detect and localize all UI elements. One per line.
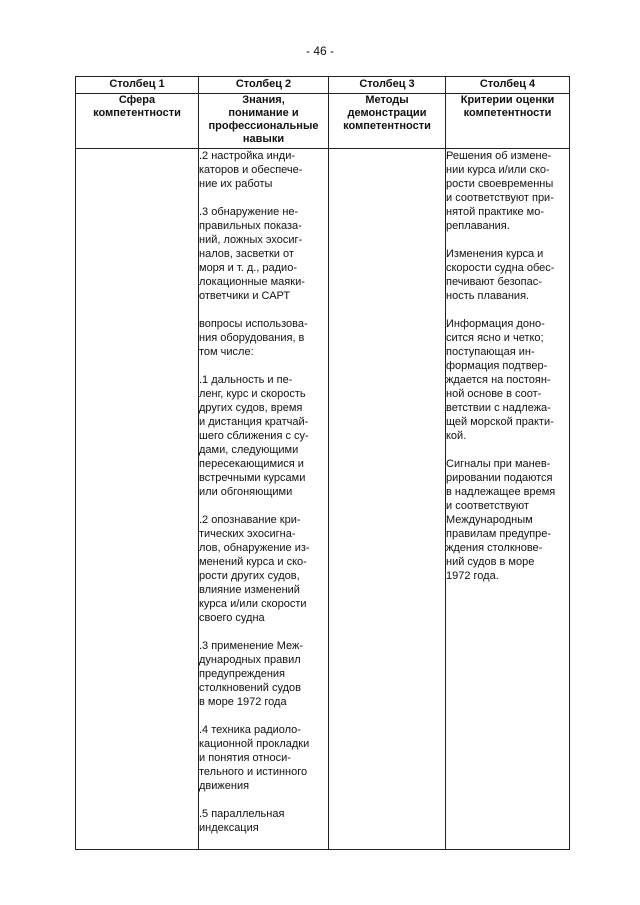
text-line: пересекающимися и: [199, 458, 304, 470]
text-line: реплавания.: [446, 220, 510, 232]
table-body-row: [76, 149, 570, 850]
text-line: ветствии с надлежа-: [446, 402, 551, 414]
column-header-1: [76, 94, 199, 149]
text-line: ния оборудования, в: [199, 332, 305, 344]
header-line: понимание и: [228, 107, 299, 119]
column-header-2: [199, 94, 329, 149]
text-line: предупреждения: [199, 668, 286, 680]
text-line: тических эхосигна-: [199, 528, 296, 540]
text-line: рости других судов,: [199, 570, 300, 582]
text-line: ной основе в соот-: [446, 388, 542, 400]
text-line: каторов и обеспече-: [199, 164, 303, 176]
paragraph: [446, 457, 569, 583]
text-line: .2 настройка инди-: [199, 150, 296, 162]
text-line: индексация: [199, 822, 259, 834]
header-line: компетентности: [93, 107, 181, 119]
header-line: демонстрации: [347, 107, 427, 119]
text-line: формация подтвер-: [446, 360, 548, 372]
text-line: других судов, время: [199, 402, 303, 414]
paragraph: [199, 149, 328, 191]
text-line: или обгоняющими: [199, 486, 293, 498]
text-line: и дистанция кратчай-: [199, 416, 309, 428]
text-line: поступающая ин-: [446, 346, 535, 358]
text-line: .3 обнаружение не-: [199, 206, 299, 218]
text-line: вопросы использова-: [199, 318, 308, 330]
text-line: столкновений судов: [199, 682, 301, 694]
text-line: дународных правил: [199, 654, 301, 666]
paragraph: [199, 639, 328, 709]
paragraph: [199, 807, 328, 835]
header-line: Знания,: [242, 94, 285, 106]
column-number-2: Столбец 2: [199, 77, 329, 94]
text-line: и понятия относи-: [199, 752, 291, 764]
paragraph: [446, 317, 569, 443]
page-number: - 46 -: [305, 44, 334, 58]
text-line: ние их работы: [199, 178, 273, 190]
text-line: Изменения курса и: [446, 248, 544, 260]
text-line: правильных показа-: [199, 220, 302, 232]
evaluation-criteria-cell: [446, 149, 570, 850]
text-line: Информация доно-: [446, 318, 545, 330]
text-line: движения: [199, 780, 250, 792]
text-line: тельного и истинного: [199, 766, 308, 778]
text-line: лов, обнаружение из-: [199, 542, 310, 554]
text-line: .1 дальность и пе-: [199, 374, 293, 386]
text-line: кационной прокладки: [199, 738, 310, 750]
text-line: Сигналы при манев-: [446, 458, 551, 470]
header-line: навыки: [242, 133, 285, 145]
text-line: рости своевременны: [446, 178, 554, 190]
text-line: Международным: [446, 514, 533, 526]
text-line: кой.: [446, 430, 467, 442]
text-line: дами, следующими: [199, 444, 299, 456]
column-number-3: Столбец 3: [329, 77, 446, 94]
paragraph: [199, 317, 328, 359]
text-line: скорости судна обес-: [446, 262, 555, 274]
competence-area-cell: [76, 149, 199, 850]
text-line: нятой практике мо-: [446, 206, 545, 218]
text-line: менений курса и ско-: [199, 556, 307, 568]
text-line: влияние изменений: [199, 584, 300, 596]
text-line: .3 применение Меж-: [199, 640, 304, 652]
text-line: .2 опознавание кри-: [199, 514, 301, 526]
header-line: Методы: [365, 94, 409, 106]
text-line: ждения столкнове-: [446, 542, 543, 554]
column-number-row: [76, 77, 570, 94]
text-line: 1972 года.: [446, 570, 499, 582]
knowledge-cell: [199, 149, 329, 850]
header-line: Критерии оценки: [460, 94, 555, 106]
text-line: и соответствуют: [446, 500, 529, 512]
text-line: печивают безопас-: [446, 276, 542, 288]
text-line: своего судна: [199, 612, 265, 624]
column-number-4: Столбец 4: [446, 77, 570, 94]
competence-table: [75, 76, 570, 850]
text-line: ждается на постоян-: [446, 374, 551, 386]
text-line: .5 параллельная: [199, 808, 285, 820]
column-number-1: Столбец 1: [76, 77, 199, 94]
text-line: встречными курсами: [199, 472, 306, 484]
text-line: рировании подаются: [446, 472, 553, 484]
text-line: в море 1972 года: [199, 696, 287, 708]
column-header-3: [329, 94, 446, 149]
column-header-row: [76, 94, 570, 149]
column-header-4: [446, 94, 570, 149]
text-line: и соответствуют при-: [446, 192, 554, 204]
text-line: налов, засветки от: [199, 248, 294, 260]
text-line: .4 техника радиоло-: [199, 724, 301, 736]
header-line: Сфера: [118, 94, 156, 106]
text-line: ний судов в море: [446, 556, 535, 568]
text-line: сится ясно и четко;: [446, 332, 544, 344]
text-line: Решения об измене-: [446, 150, 552, 162]
paragraph: [199, 205, 328, 303]
text-line: ность плавания.: [446, 290, 530, 302]
text-line: в надлежащее время: [446, 486, 556, 498]
header-line: компетентности: [343, 120, 431, 132]
header-line: профессиональные: [208, 120, 319, 132]
text-line: том числе:: [199, 346, 254, 358]
paragraph: [199, 373, 328, 499]
text-line: моря и т. д., радио-: [199, 262, 297, 274]
text-line: курса и/или скорости: [199, 598, 307, 610]
text-line: щей морской практи-: [446, 416, 554, 428]
text-line: ответчики и САРТ: [199, 290, 291, 302]
demonstration-methods-cell: [329, 149, 446, 850]
text-line: нии курса и/или ско-: [446, 164, 550, 176]
text-line: локационные маяки-: [199, 276, 305, 288]
paragraph: [199, 723, 328, 793]
paragraph: [446, 149, 569, 233]
text-line: ний, ложных эхосиг-: [199, 234, 303, 246]
text-line: шего сближения с су-: [199, 430, 309, 442]
header-line: компетентности: [463, 107, 552, 119]
paragraph: [446, 247, 569, 303]
text-line: ленг, курс и скорость: [199, 388, 306, 400]
text-line: правилам предупре-: [446, 528, 552, 540]
paragraph: [199, 513, 328, 625]
